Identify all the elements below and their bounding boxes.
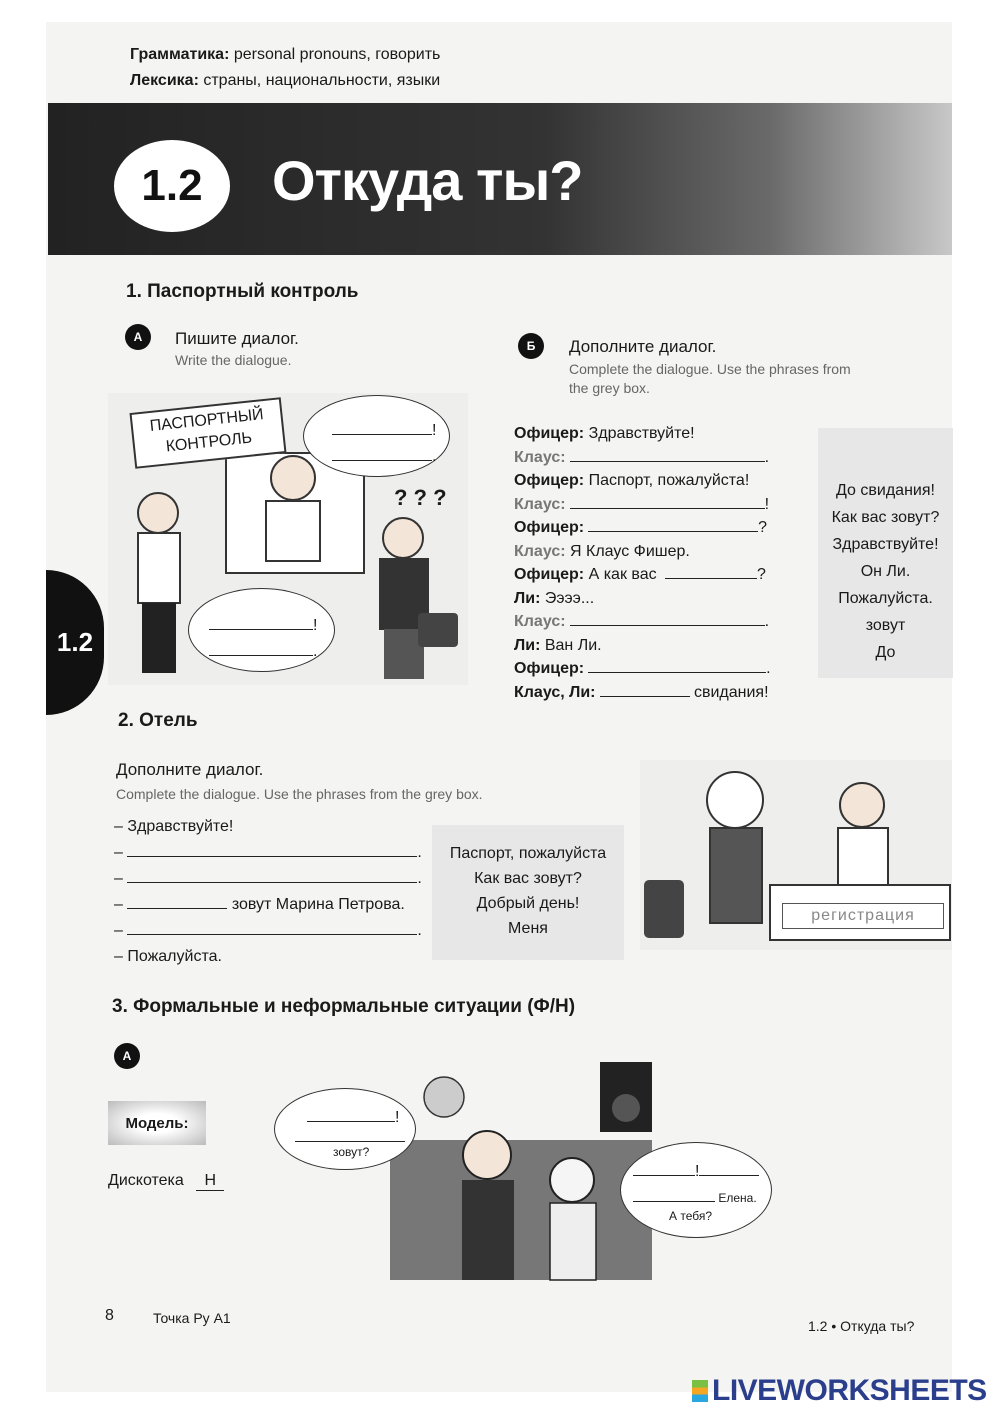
greybox-1 <box>818 428 953 678</box>
speaker-cone <box>612 1094 640 1122</box>
phrase-item: Как вас зовут? <box>831 509 940 526</box>
blank-line[interactable] <box>633 1187 715 1202</box>
dialogue-row <box>514 657 784 681</box>
grammar-line <box>130 46 440 64</box>
dialogue-end: . <box>764 613 770 630</box>
receptionist-head <box>840 783 884 827</box>
dialogue-row <box>514 681 784 705</box>
blank-line[interactable] <box>307 1107 395 1122</box>
dialogue-row <box>514 634 784 658</box>
blank-line[interactable] <box>665 564 757 579</box>
speaker-label: Офицер: <box>514 519 585 536</box>
li-bag <box>418 613 458 647</box>
officer-body <box>266 501 320 561</box>
speaker-label: Офицер: <box>514 660 585 677</box>
section2-title: Дополните диалог. <box>116 760 264 779</box>
dialogue-row <box>514 493 784 517</box>
speaker-label: Клаус: <box>514 613 566 630</box>
blank-line[interactable] <box>127 842 417 857</box>
phrase-item: Пожалуйста. <box>838 590 933 607</box>
example-answer: Н <box>196 1172 224 1191</box>
li-head <box>383 518 423 558</box>
sign-line-1: ПАСПОРТНЫЙ <box>148 406 265 435</box>
blank-line[interactable] <box>699 1161 759 1176</box>
receptionist-body <box>838 828 888 888</box>
dialogue-row <box>514 563 784 587</box>
dialogue-end: ! <box>764 495 770 513</box>
phrase-item: Паспорт, пожалуйста <box>449 845 607 862</box>
dialogue-end: . <box>764 448 770 466</box>
liveworksheets-logo-icon <box>692 1380 708 1402</box>
dialogue-row <box>514 469 784 493</box>
section1-heading: 1. Паспортный контроль <box>126 281 359 302</box>
model-example <box>108 1172 224 1191</box>
phrase-item: Добрый день! <box>476 895 580 912</box>
speaker-label: Клаус: <box>514 448 566 466</box>
phrase-item: До свидания! <box>836 482 935 499</box>
blank-line[interactable] <box>588 517 758 532</box>
speaker-label: Клаус: <box>514 495 566 513</box>
blank-line[interactable] <box>570 611 765 626</box>
hotel-line-1: – Здравствуйте! <box>114 818 234 835</box>
page-number: 8 <box>105 1307 114 1324</box>
woman-body <box>550 1203 596 1280</box>
phrase-item: Меня <box>508 920 548 937</box>
man-head <box>463 1131 511 1179</box>
greybox-2 <box>432 825 624 960</box>
badge-a: А <box>125 324 151 350</box>
lesson-title: Откуда ты? <box>272 149 583 212</box>
blank-line[interactable] <box>209 615 313 630</box>
speech-bubble-klaus: ! . <box>188 588 335 672</box>
phrase-item: До <box>875 644 896 661</box>
model-label: Модель: <box>108 1101 206 1145</box>
grammar-label: Грамматика: <box>130 46 230 63</box>
disco-ball <box>424 1077 464 1117</box>
blank-line[interactable] <box>588 658 766 673</box>
crowd-background <box>390 1140 652 1280</box>
blank-line[interactable] <box>570 494 765 509</box>
speaker-label: Офицер: <box>514 566 585 583</box>
book-title: Точка Ру А1 <box>153 1310 231 1326</box>
badge-b: Б <box>518 333 544 359</box>
blank-line[interactable] <box>127 920 417 935</box>
officer-head <box>271 456 315 500</box>
dialogue-row <box>514 516 784 540</box>
dialogue-end: ? <box>758 519 768 536</box>
vocab-label: Лексика: <box>130 72 199 89</box>
dialogue-text: Паспорт, пожалуйста! <box>584 472 750 489</box>
grammar-value: personal pronouns, говорить <box>233 46 441 63</box>
speaker-label: Ли: <box>514 636 541 654</box>
blank-line[interactable] <box>600 682 690 697</box>
blank-line[interactable] <box>332 446 432 461</box>
question-marks: ? ? ? <box>394 485 447 510</box>
klaus-head <box>138 493 178 533</box>
speaker-label: Офицер: <box>514 472 585 489</box>
suitcase <box>644 880 684 938</box>
blank-line[interactable] <box>127 894 227 909</box>
dialogue-row <box>514 610 784 634</box>
woman-head <box>550 1158 594 1202</box>
phrase-item: зовут <box>865 617 906 634</box>
section3-heading: 3. Формальные и неформальные ситуации (Ф/Н) <box>112 996 576 1017</box>
bubble1-text: зовут? <box>333 1145 370 1159</box>
dialogue-end: . <box>766 660 771 677</box>
passport-dialogue <box>514 422 784 704</box>
side-tab: 1.2 <box>46 570 104 715</box>
task-a-subtitle: Write the dialogue. <box>175 352 292 368</box>
dialogue-text: Ээээ... <box>540 589 595 607</box>
phrase-item: Здравствуйте! <box>832 536 939 553</box>
marina-head <box>707 772 763 828</box>
speaker-label: Клаус: <box>514 542 566 560</box>
liveworksheets-watermark <box>692 1374 987 1408</box>
watermark-text: LIVEWORKSHEETS <box>712 1374 987 1407</box>
desk-sign: регистрация <box>782 903 944 929</box>
task-b-title: Дополните диалог. <box>569 337 717 356</box>
speaker-label: Клаус, Ли: <box>514 683 596 701</box>
hotel-dialogue: – Здравствуйте! – . – . – зовут Марина Петрова. – . – Пожалуйста. <box>114 814 422 970</box>
blank-line[interactable] <box>295 1127 405 1142</box>
bubble2-text: А тебя? <box>669 1209 713 1223</box>
section2-subtitle: Complete the dialogue. Use the phrases from the grey box. <box>116 786 483 802</box>
vocab-line <box>130 72 440 90</box>
speech-bubble-woman: ! Елена. А тебя? <box>620 1142 772 1238</box>
man-body <box>462 1180 514 1280</box>
sign-line-2: КОНТРОЛЬ <box>165 429 253 456</box>
dialogue-text: Я Клаус Фишер. <box>565 542 690 560</box>
task-b-subtitle-1: Complete the dialogue. Use the phrases from <box>569 361 851 377</box>
speech-bubble-man: ! зовут? <box>274 1088 416 1170</box>
dialogue-text: Здравствуйте! <box>584 425 695 442</box>
footer-right: 1.2 • Откуда ты? <box>808 1318 915 1334</box>
dialogue-row <box>514 446 784 470</box>
passport-control-illustration <box>108 393 468 685</box>
dialogue-text: А как вас <box>584 566 662 583</box>
blank-line[interactable] <box>209 641 313 656</box>
klaus-body <box>138 533 180 603</box>
speech-bubble-officer: ! . <box>303 395 450 477</box>
badge-3a: А <box>114 1043 140 1069</box>
blank-line[interactable] <box>332 420 432 435</box>
speaker-label: Ли: <box>514 589 541 607</box>
hotel-illustration <box>640 760 952 950</box>
blank-line[interactable] <box>570 447 765 462</box>
dialogue-end: ? <box>757 566 766 583</box>
dialogue-text: Ван Ли. <box>540 636 602 654</box>
blank-line[interactable] <box>633 1161 695 1176</box>
speaker-label: Офицер: <box>514 425 585 442</box>
dialogue-row <box>514 587 784 611</box>
dialogue-row <box>514 540 784 564</box>
blank-line[interactable] <box>127 868 417 883</box>
disco-illustration <box>272 1060 772 1285</box>
task-b-subtitle-2: the grey box. <box>569 380 650 396</box>
phrase-item: Как вас зовут? <box>474 870 582 887</box>
dialogue-end: свидания! <box>689 683 769 701</box>
marina-body <box>710 828 762 923</box>
task-a-title: Пишите диалог. <box>175 329 299 348</box>
section2-heading: 2. Отель <box>118 710 198 731</box>
phrase-item: Он Ли. <box>860 563 911 580</box>
vocab-value: страны, национальности, языки <box>203 72 441 89</box>
lesson-number: 1.2 <box>114 140 230 232</box>
hotel-line-last: – Пожалуйста. <box>114 948 222 965</box>
dialogue-row <box>514 422 784 446</box>
example-word: Дискотека <box>108 1172 184 1189</box>
klaus-legs <box>142 603 176 673</box>
